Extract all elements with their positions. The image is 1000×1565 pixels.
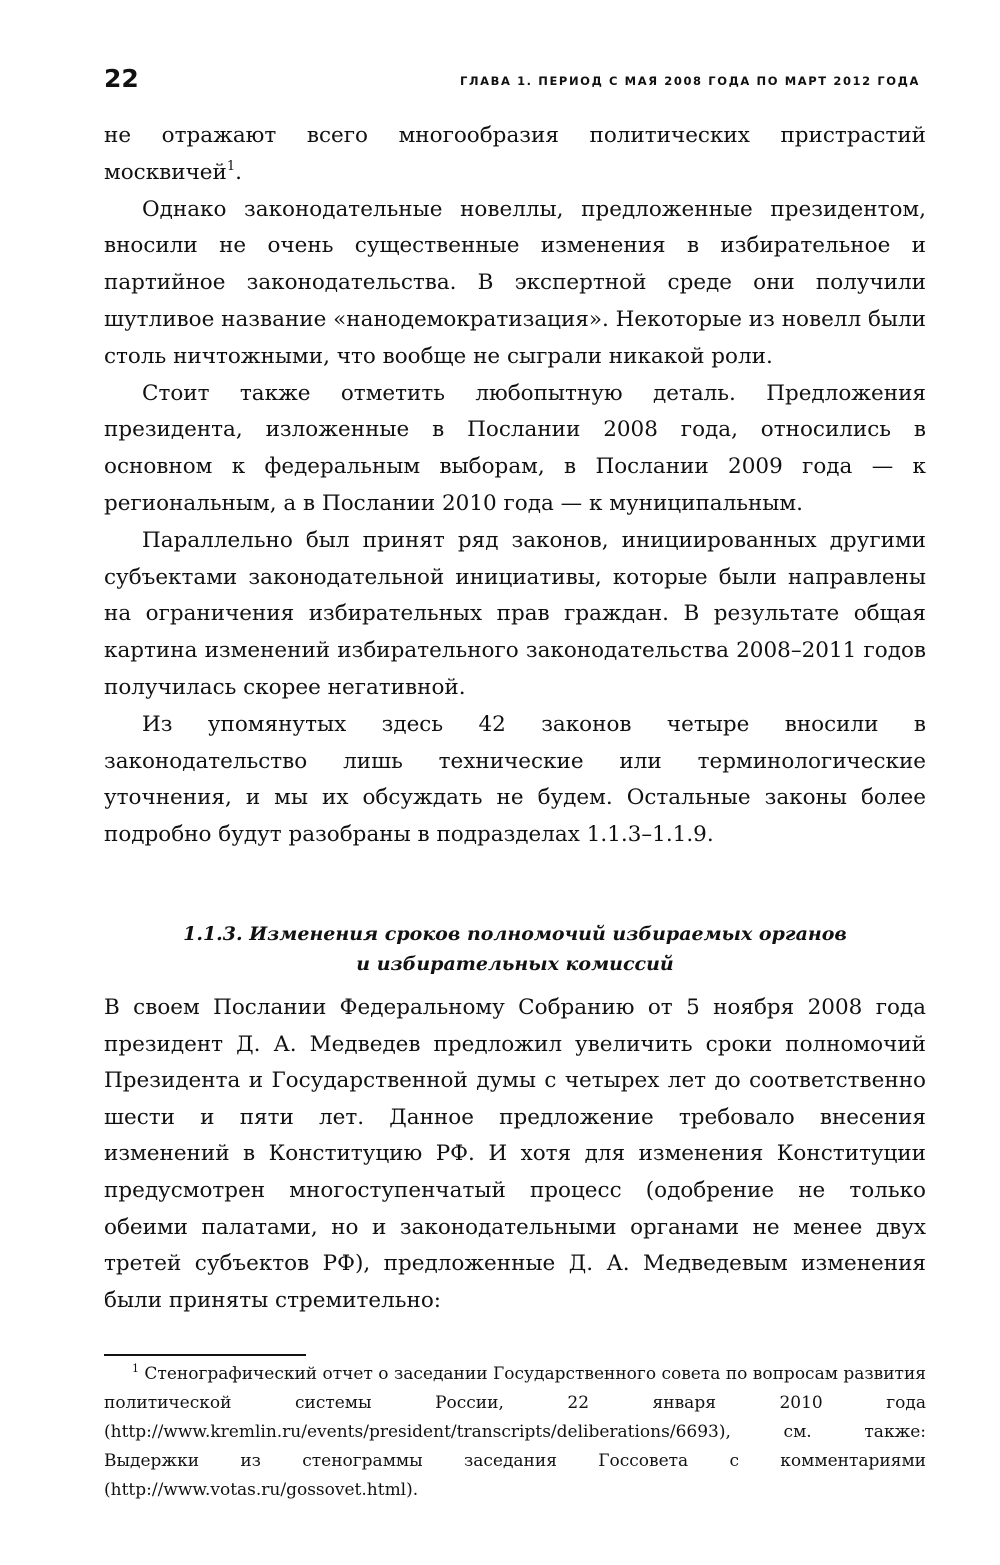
footnote-marker: 1 xyxy=(132,1362,139,1375)
paragraph: Из упомянутых здесь 42 законов четыре вносили в законодательство лишь технические или терминологические уточнения, и мы их обсуждать не будем. Остальные законы более подробно будут разобраны в подразделах 1.1.3–1.1.9. xyxy=(104,711,926,848)
footnote-text: Стенографический отчет о заседании Государственного совета по вопросам развития политической системы России, 22 января 2010 года (http://www.kremlin.ru/events/president/transcripts/deliberations/6693), см. также: Выдержки из стенограммы заседания Госсовета с комментариями (http://www.votas.ru/gossovet.html). xyxy=(104,1364,927,1500)
running-head: ГЛАВА 1. ПЕРИОД С МАЯ 2008 ГОДА ПО МАРТ 2012 ГОДА xyxy=(460,74,920,88)
paragraph: Параллельно был принят ряд законов, инициированных другими субъектами законодательной инициативы, которые были направлены на ограничения избирательных прав граждан. В результате общая картина изменений избирательного законодательства 2008–2011 годов получилась скорее негативной. xyxy=(104,527,926,700)
footnote xyxy=(104,1360,926,1505)
footnote-paragraph xyxy=(104,1360,926,1505)
footnote-divider xyxy=(104,1354,306,1356)
section-body xyxy=(104,990,926,1319)
footnote-reference: 1 xyxy=(226,158,236,174)
paragraph-end: . xyxy=(235,159,242,185)
paragraph: Однако законодательные новеллы, предложенные президентом, вносили не очень существенные изменения в избирательное и партийное законодательства. В экспертной среде они получили шутливое название «нанодемократизация». Некоторые из новелл были столь ничтожными, что вообще не сыграли никакой роли. xyxy=(104,196,926,369)
paragraph-continued xyxy=(104,118,926,192)
section-heading xyxy=(104,919,926,979)
body-text xyxy=(104,118,926,854)
page-header xyxy=(104,64,920,98)
paragraph: В своем Послании Федеральному Собранию от 5 ноября 2008 года президент Д. А. Медведев предложил увеличить сроки полномочий Президента и Государственной думы с четырех лет до соответственно шести и пяти лет. Данное предложение требовало внесения изменений в Конституцию РФ. И хотя для изменения Конституции предусмотрен многоступенчатый процесс (одобрение не только обеими палатами, но и законодательными органами не менее двух третей субъектов РФ), предложенные Д. А. Медведевым изменения были приняты стремительно: xyxy=(104,995,926,1313)
paragraph-text: не отражают всего многообразия политических пристрастий москвичей xyxy=(104,123,926,185)
page-number: 22 xyxy=(104,64,139,93)
section-heading-line: и избирательных комиссий xyxy=(356,953,674,975)
section-heading-line: 1.1.3. Изменения сроков полномочий избираемых органов xyxy=(183,923,847,945)
paragraph: Стоит также отметить любопытную деталь. Предложения президента, изложенные в Послании 2008 года, относились в основном к федеральным выборам, в Послании 2009 года — к региональным, а в Послании 2010 года — к муниципальным. xyxy=(104,380,926,516)
